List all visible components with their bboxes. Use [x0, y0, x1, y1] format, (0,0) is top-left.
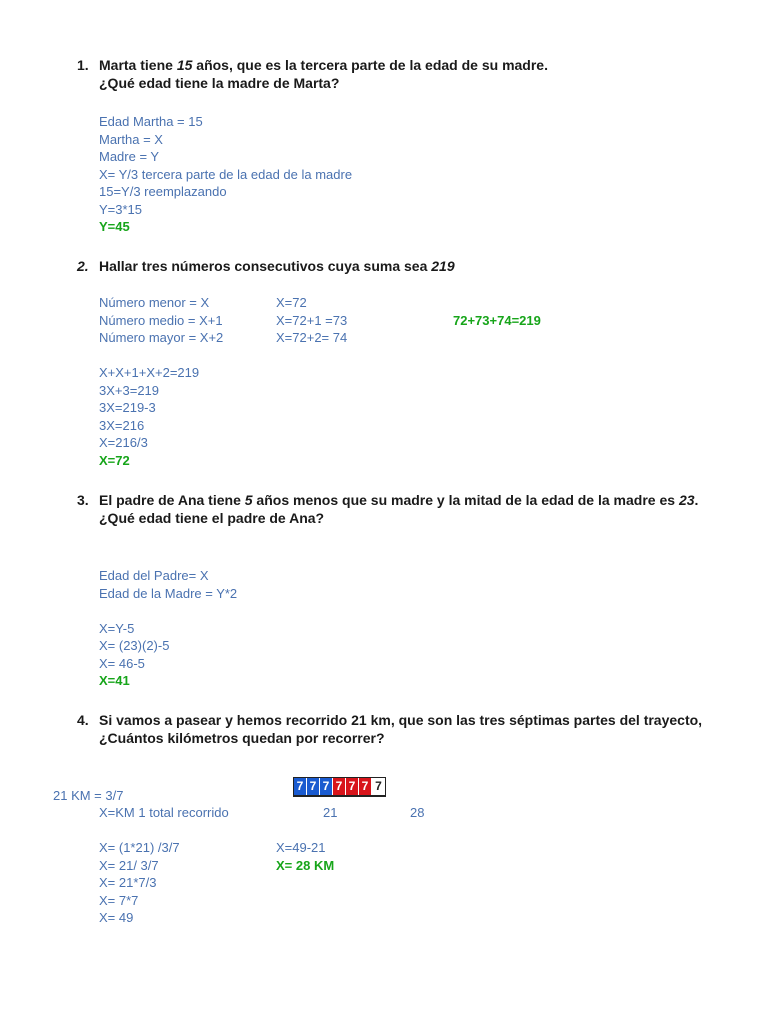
work-line: X= 7*7 [99, 893, 139, 908]
problem-1-question: ¿Qué edad tiene la madre de Marta? [99, 75, 340, 91]
equation-line: 21 KM = 3/7 [53, 788, 124, 803]
fraction-cell: 7 [307, 778, 320, 795]
problem-1-number: 1. [77, 57, 89, 73]
work-line: 3X=216 [99, 418, 145, 433]
equation-line: X=KM 1 total recorrido [99, 805, 229, 820]
work-line: X= (1*21) /3/7 [99, 840, 180, 855]
label-28: 28 [410, 805, 425, 820]
problem-2-number: 2. [77, 258, 89, 274]
work-line: X=216/3 [99, 435, 148, 450]
work-line: Y=3*15 [99, 202, 143, 217]
work-line: X=Y-5 [99, 621, 135, 636]
fraction-cell: 7 [320, 778, 333, 795]
definition-line: Número medio = X+1 [99, 313, 223, 328]
problem-2-answer: X=72 [99, 453, 130, 468]
fraction-cell: 7 [333, 778, 346, 795]
definition-line: Número menor = X [99, 295, 210, 310]
problem-4-statement: 4. Si vamos a pasear y hemos recorrido 21 km, que son las tres séptimas partes del trayecto, ¿Cuántos kilómetros quedan por recorrer? [77, 712, 703, 746]
work-line: X=49-21 [276, 840, 326, 855]
work-line: X= 21/ 3/7 [99, 858, 159, 873]
work-line: 3X=219-3 [99, 400, 156, 415]
work-line: 3X+3=219 [99, 383, 160, 398]
work-line: X= 21*7/3 [99, 875, 157, 890]
work-line: X= 46-5 [99, 656, 145, 671]
fraction-cell: 7 [359, 778, 372, 795]
fraction-bar [293, 777, 386, 797]
work-line: Madre = Y [99, 149, 160, 164]
value-line: X=72+2= 74 [276, 330, 348, 345]
problem-3-answer: X=41 [99, 673, 130, 688]
fraction-cell: 7 [294, 778, 307, 795]
work-line: X= 49 [99, 910, 134, 925]
definition-line: Edad del Padre= X [99, 568, 209, 583]
label-21: 21 [323, 805, 338, 820]
work-line: X= Y/3 tercera parte de la edad de la madre [99, 167, 353, 182]
fraction-cell: 7 [372, 778, 385, 795]
work-line: X= (23)(2)-5 [99, 638, 170, 653]
problem-1-statement: 1. Marta tiene 15 años, que es la tercera parte de la edad de su madre. ¿Qué edad tiene la madre de Marta? [77, 57, 548, 91]
value-line: X=72 [276, 295, 307, 310]
problem-4-number: 4. [77, 712, 89, 728]
problem-4-question: ¿Cuántos kilómetros quedan por recorrer? [99, 730, 385, 746]
work-line: Martha = X [99, 132, 163, 147]
work-line: X+X+1+X+2=219 [99, 365, 200, 380]
problem-4-answer: X= 28 KM [276, 858, 335, 873]
problem-3-statement: 3. El padre de Ana tiene 5 años menos que su madre y la mitad de la edad de la madre es 23. ¿Qué edad tiene el padre de Ana? [77, 492, 699, 526]
problem-3-question: ¿Qué edad tiene el padre de Ana? [99, 510, 325, 526]
definition-line: Edad de la Madre = Y*2 [99, 586, 238, 601]
value-line: X=72+1 =73 [276, 313, 348, 328]
work-line: 15=Y/3 reemplazando [99, 184, 227, 199]
problem-3-number: 3. [77, 492, 89, 508]
fraction-cell: 7 [346, 778, 359, 795]
problem-2-check: 72+73+74=219 [453, 313, 541, 328]
work-line: Edad Martha = 15 [99, 114, 203, 129]
problem-1-answer: Y=45 [99, 219, 130, 234]
definition-line: Número mayor = X+2 [99, 330, 224, 345]
problem-2-statement: 2. Hallar tres números consecutivos cuya suma sea 219 [77, 258, 455, 274]
